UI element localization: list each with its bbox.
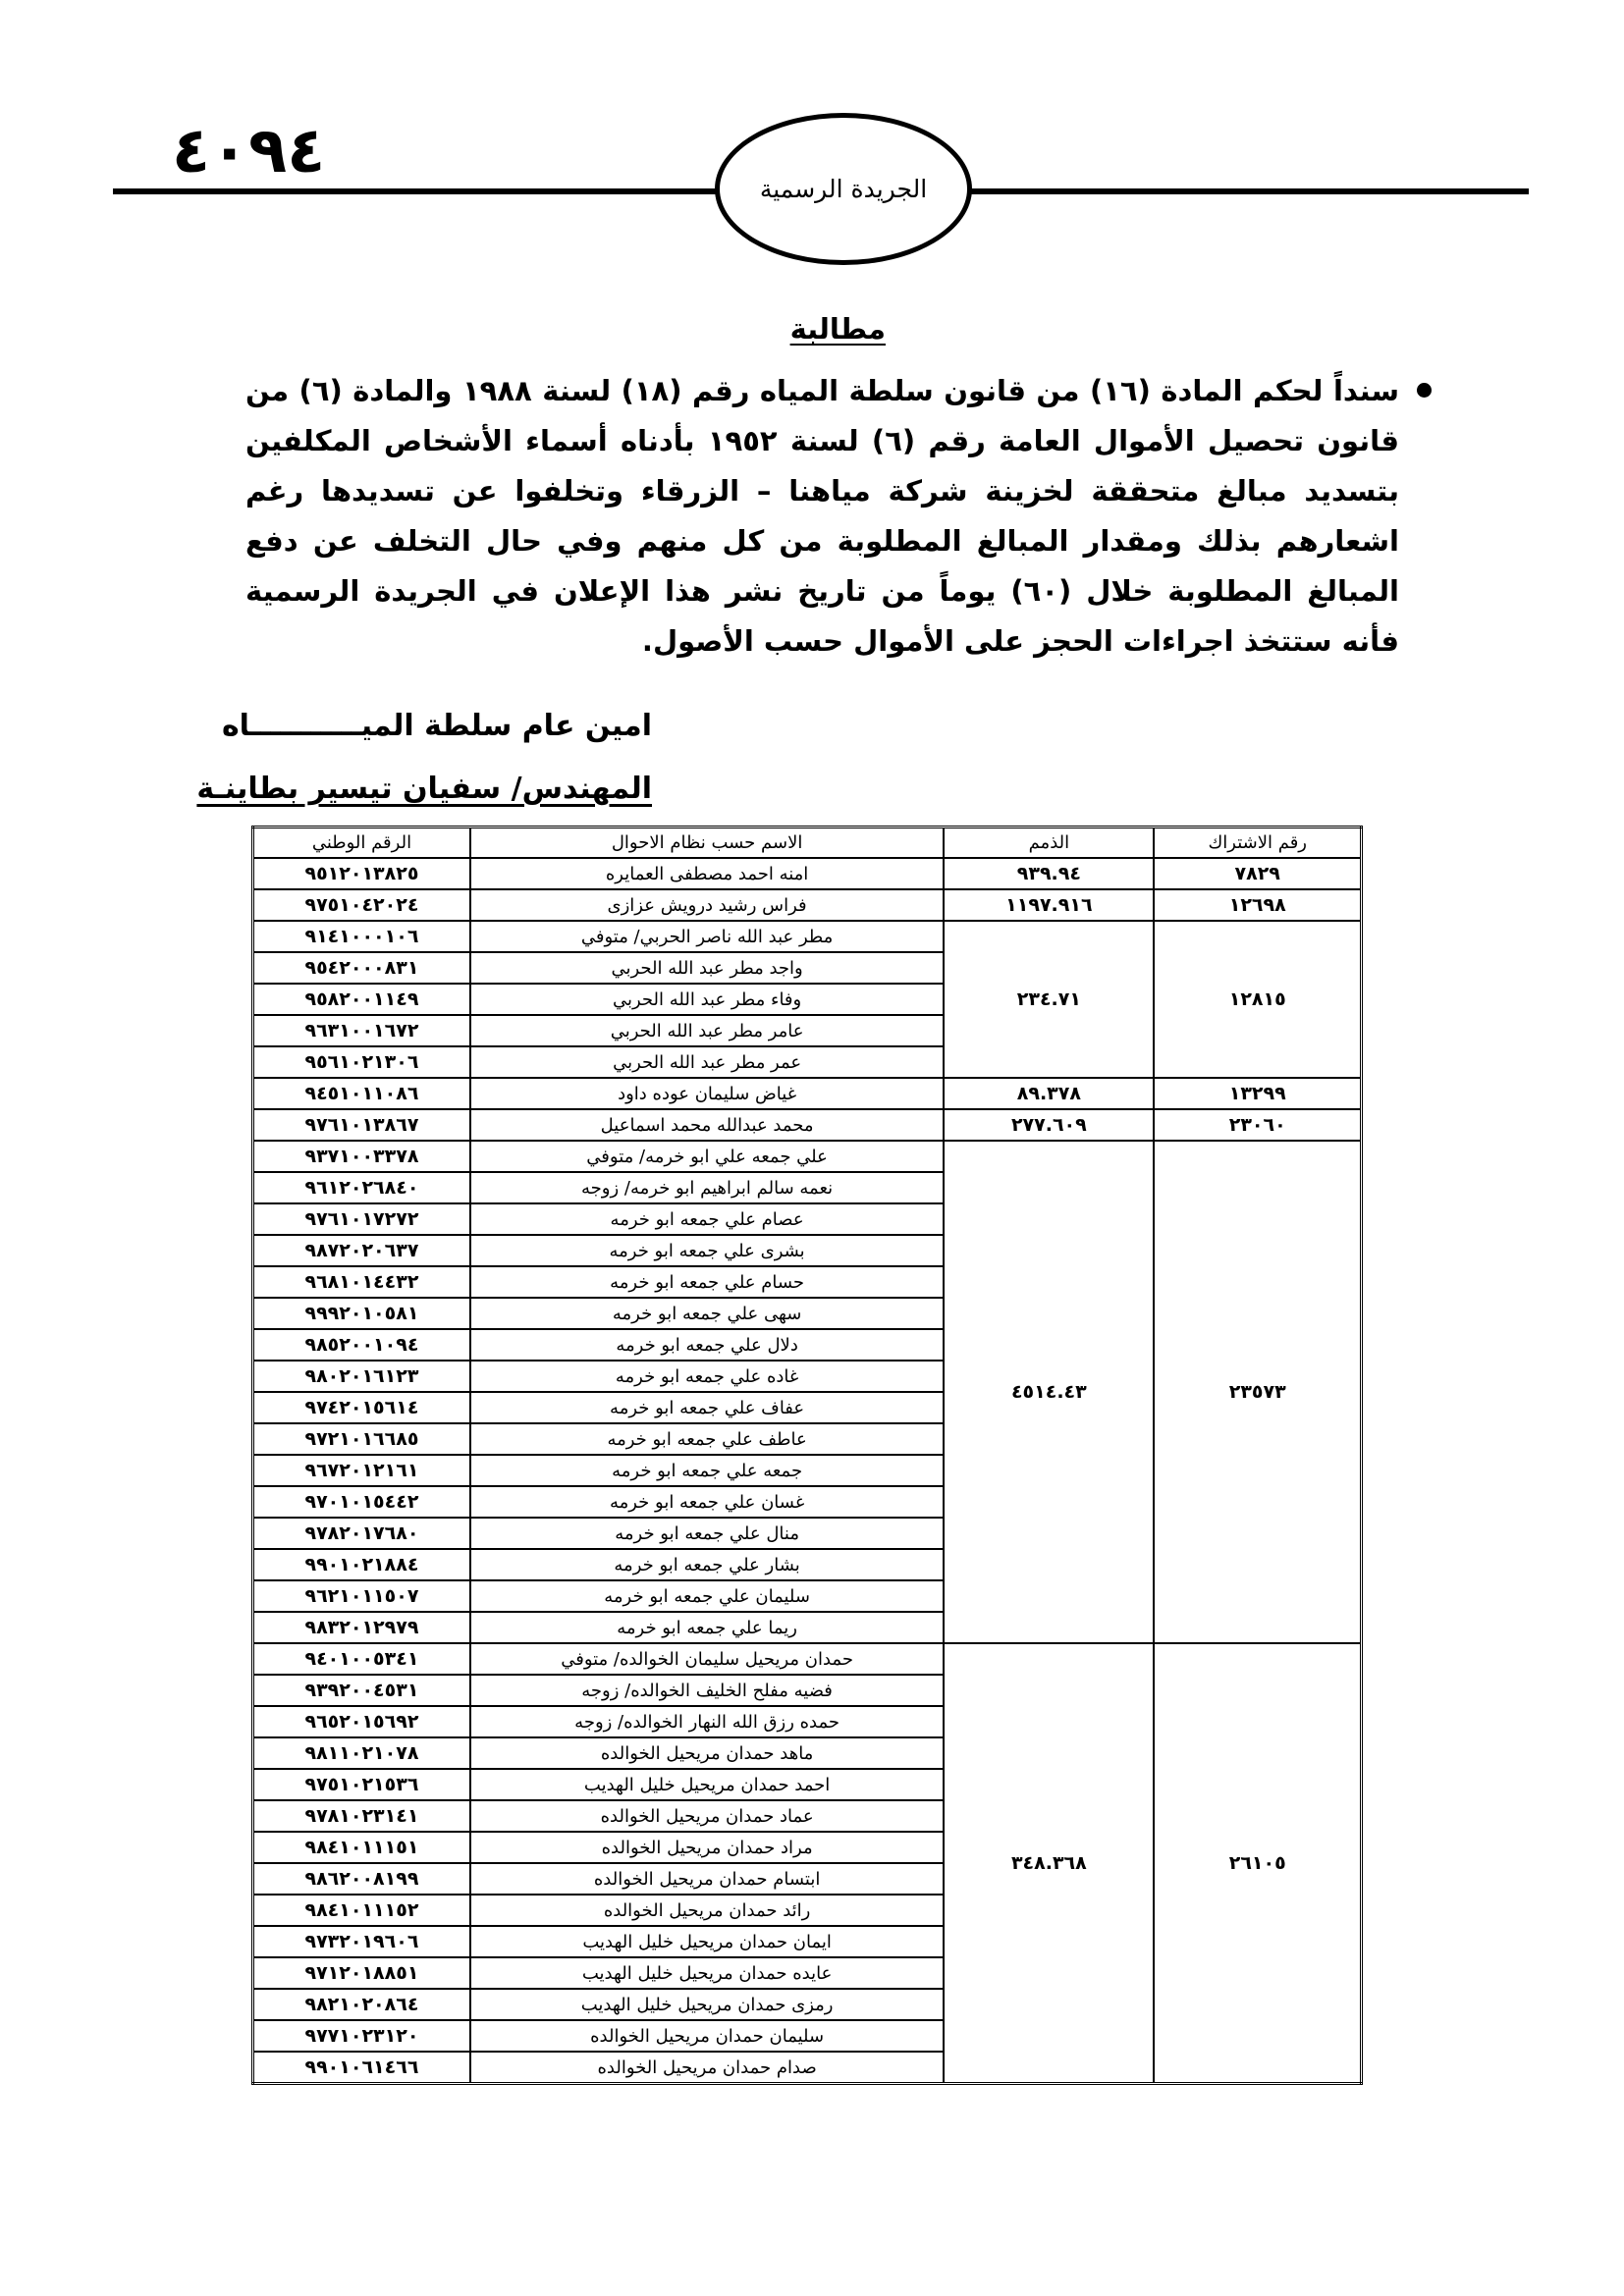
national-id-cell: ٩٣٧١٠٠٣٣٧٨ (253, 1141, 470, 1172)
national-id-cell: ٩٣٩٢٠٠٤٥٣١ (253, 1675, 470, 1706)
name-cell: فراس رشيد درويش عزازى (470, 889, 944, 921)
national-id-cell: ٩٦١٢٠٢٦٨٤٠ (253, 1172, 470, 1203)
table-row (253, 1643, 1362, 1675)
signature-name: المهندس/ سفيان تيسير بطاينـة (196, 772, 652, 806)
national-id-cell: ٩٧١٢٠١٨٨٥١ (253, 1957, 470, 1989)
national-id-cell: ٩٦٥٢٠١٥٦٩٢ (253, 1706, 470, 1737)
national-id-cell: ٩٧٠١٠١٥٤٤٢ (253, 1486, 470, 1518)
table-row (253, 1141, 1362, 1172)
name-cell: نعمه سالم ابراهيم ابو خرمه/ زوجه (470, 1172, 944, 1203)
name-cell: حمدان مريحيل سليمان الخوالده/ متوفي (470, 1643, 944, 1675)
column-header-amount: الذمم (944, 828, 1154, 859)
column-header-subscription: رقم الاشتراك (1154, 828, 1361, 859)
bullet-point-icon (1417, 383, 1432, 398)
name-cell: رمزى حمدان مريحيل خليل الهديب (470, 1989, 944, 2020)
name-cell: محمد عبدالله محمد اسماعيل (470, 1109, 944, 1141)
national-id-cell: ٩٨٦٢٠٠٨١٩٩ (253, 1863, 470, 1895)
national-id-cell: ٩٧٥١٠٢١٥٣٦ (253, 1769, 470, 1800)
name-cell: سليمان حمدان مريحيل الخوالده (470, 2020, 944, 2052)
national-id-cell: ٩٧٤٢٠١٥٦١٤ (253, 1392, 470, 1423)
national-id-cell: ٩٨١١٠٢١٠٧٨ (253, 1737, 470, 1769)
name-cell: ماهد حمدان مريحيل الخوالده (470, 1737, 944, 1769)
name-cell: سهى علي جمعه ابو خرمه (470, 1298, 944, 1329)
amount-cell: ٢٣٤.٧١ (944, 921, 1154, 1078)
national-id-cell: ٩٨٠٢٠١٦١٢٣ (253, 1361, 470, 1392)
name-cell: امنه احمد مصطفى العمايره (470, 858, 944, 889)
name-cell: علي جمعه علي ابو خرمه/ متوفي (470, 1141, 944, 1172)
national-id-cell: ٩٩٠١٠٢١٨٨٤ (253, 1549, 470, 1580)
column-header-name: الاسم حسب نظام الاحوال (470, 828, 944, 859)
national-id-cell: ٩٧٦١٠١٧٢٧٢ (253, 1203, 470, 1235)
name-cell: جمعه علي جمعه ابو خرمه (470, 1455, 944, 1486)
name-cell: دلال علي جمعه ابو خرمه (470, 1329, 944, 1361)
name-cell: ايمان حمدان مريحيل خليل الهديب (470, 1926, 944, 1957)
subscription-cell: ١٢٨١٥ (1154, 921, 1361, 1078)
name-cell: ريما علي جمعه ابو خرمه (470, 1612, 944, 1643)
national-id-cell: ٩٧٣٢٠١٩٦٠٦ (253, 1926, 470, 1957)
name-cell: غاده علي جمعه ابو خرمه (470, 1361, 944, 1392)
signature-title: امين عام سلطة الميـــــــــــاه (221, 709, 652, 743)
name-cell: منال علي جمعه ابو خرمه (470, 1518, 944, 1549)
amount-cell: ٨٩.٣٧٨ (944, 1078, 1154, 1109)
national-id-cell: ٩٧٢١٠١٦٦٨٥ (253, 1423, 470, 1455)
name-cell: واجد مطر عبد الله الحربي (470, 952, 944, 984)
national-id-cell: ٩٨٣٢٠١٢٩٧٩ (253, 1612, 470, 1643)
name-cell: عماد حمدان مريحيل الخوالده (470, 1800, 944, 1832)
subscription-cell: ١٢٦٩٨ (1154, 889, 1361, 921)
name-cell: عفاف علي جمعه ابو خرمه (470, 1392, 944, 1423)
table-row (253, 1078, 1362, 1109)
notice-body: سنداً لحكم المادة (١٦) من قانون سلطة المياه رقم (١٨) لسنة ١٩٨٨ والمادة (٦) من قانون تحصيل الأموال العامة رقم (٦) لسنة ١٩٥٢ بأدناه أسماء الأشخاص المكلفين بتسديد مبالغ متحققة لخزينة شركة مياهنا – الزرقاء وتخلفوا عن تسديدها رغم اشعارهم بذلك ومقدار المبالغ المطلوبة من كل منهم وفي حال التخلف عن دفع المبالغ المطلوبة خلال (٦٠) يوماً من تاريخ نشر هذا الإعلان في الجريدة الرسمية فأنه ستتخذ اجراءات الحجز على الأموال حسب الأصول. (245, 374, 1399, 658)
name-cell: عمر مطر عبد الله الحربي (470, 1046, 944, 1078)
name-cell: ابتسام حمدان مريحيل الخوالده (470, 1863, 944, 1895)
national-id-cell: ٩٥٨٢٠٠١١٤٩ (253, 984, 470, 1015)
national-id-cell: ٩٧٥١٠٤٢٠٢٤ (253, 889, 470, 921)
name-cell: فضيه مفلح الخليف الخوالده/ زوجه (470, 1675, 944, 1706)
national-id-cell: ٩٧٦١٠١٣٨٦٧ (253, 1109, 470, 1141)
subscription-cell: ٢٣٠٦٠ (1154, 1109, 1361, 1141)
name-cell: بشار علي جمعه ابو خرمه (470, 1549, 944, 1580)
national-id-cell: ٩٦٨١٠١٤٤٣٢ (253, 1266, 470, 1298)
name-cell: غسان علي جمعه ابو خرمه (470, 1486, 944, 1518)
name-cell: وفاء مطر عبد الله الحربي (470, 984, 944, 1015)
header-rule-right (967, 188, 1529, 194)
header-rule-left (113, 188, 722, 194)
page-number: ٤٠٩٤ (172, 115, 326, 187)
national-id-cell: ٩٦٧٢٠١٢١٦١ (253, 1455, 470, 1486)
amount-cell: ٩٣٩.٩٤ (944, 858, 1154, 889)
name-cell: عامر مطر عبد الله الحربي (470, 1015, 944, 1046)
national-id-cell: ٩٦٣١٠٠١٦٧٢ (253, 1015, 470, 1046)
national-id-cell: ٩٨٥٢٠٠١٠٩٤ (253, 1329, 470, 1361)
amount-cell: ٤٥١٤.٤٣ (944, 1141, 1154, 1643)
name-cell: رائد حمدان مريحيل الخوالده (470, 1895, 944, 1926)
name-cell: احمد حمدان مريحيل خليل الهديب (470, 1769, 944, 1800)
name-cell: حسام علي جمعه ابو خرمه (470, 1266, 944, 1298)
national-id-cell: ٩٨٧٢٠٢٠٦٣٧ (253, 1235, 470, 1266)
section-heading: مطالبة (789, 312, 886, 346)
subscription-cell: ٢٣٥٧٣ (1154, 1141, 1361, 1643)
national-id-cell: ٩٥١٢٠١٣٨٢٥ (253, 858, 470, 889)
name-cell: غياض سليمان عوده داود (470, 1078, 944, 1109)
subscription-cell: ١٣٢٩٩ (1154, 1078, 1361, 1109)
table-body (253, 858, 1362, 2084)
national-id-cell: ٩٨٤١٠١١١٥٢ (253, 1895, 470, 1926)
column-header-national-id: الرقم الوطني (253, 828, 470, 859)
national-id-cell: ٩٧٨١٠٢٣١٤١ (253, 1800, 470, 1832)
table-row (253, 921, 1362, 952)
national-id-cell: ٩٧٨٢٠١٧٦٨٠ (253, 1518, 470, 1549)
table-header-row (253, 828, 1362, 859)
amount-cell: ١١٩٧.٩١٦ (944, 889, 1154, 921)
national-id-cell: ٩٨٢١٠٢٠٨٦٤ (253, 1989, 470, 2020)
national-id-cell: ٩٨٤١٠١١١٥١ (253, 1832, 470, 1863)
national-id-cell: ٩٩٠١٠٦١٤٦٦ (253, 2052, 470, 2084)
amount-cell: ٢٧٧.٦٠٩ (944, 1109, 1154, 1141)
name-cell: حمده رزق الله النهار الخوالده/ زوجه (470, 1706, 944, 1737)
table-row (253, 1109, 1362, 1141)
national-id-cell: ٩١٤١٠٠٠١٠٦ (253, 921, 470, 952)
name-cell: عاطف علي جمعه ابو خرمه (470, 1423, 944, 1455)
national-id-cell: ٩٩٩٢٠١٠٥٨١ (253, 1298, 470, 1329)
table-row (253, 889, 1362, 921)
national-id-cell: ٩٤٠١٠٠٥٣٤١ (253, 1643, 470, 1675)
publication-title: الجريدة الرسمية (759, 175, 928, 203)
table-row (253, 858, 1362, 889)
amount-cell: ٣٤٨.٣٦٨ (944, 1643, 1154, 2084)
name-cell: مطر عبد الله ناصر الحربي/ متوفي (470, 921, 944, 952)
national-id-cell: ٩٥٤٢٠٠٠٨٣١ (253, 952, 470, 984)
national-id-cell: ٩٤٥١٠١١٠٨٦ (253, 1078, 470, 1109)
header-emblem (715, 113, 972, 265)
claims-table (251, 826, 1363, 2085)
name-cell: عصام علي جمعه ابو خرمه (470, 1203, 944, 1235)
national-id-cell: ٩٧٧١٠٢٣١٢٠ (253, 2020, 470, 2052)
name-cell: مراد حمدان مريحيل الخوالده (470, 1832, 944, 1863)
national-id-cell: ٩٥٦١٠٢١٣٠٦ (253, 1046, 470, 1078)
national-id-cell: ٩٦٢١٠١١٥٠٧ (253, 1580, 470, 1612)
name-cell: بشرى علي جمعه ابو خرمه (470, 1235, 944, 1266)
name-cell: صدام حمدان مريحيل الخوالده (470, 2052, 944, 2084)
subscription-cell: ٢٦١٠٥ (1154, 1643, 1361, 2084)
name-cell: عايده حمدان مريحيل خليل الهديب (470, 1957, 944, 1989)
name-cell: سليمان علي جمعه ابو خرمه (470, 1580, 944, 1612)
subscription-cell: ٧٨٢٩ (1154, 858, 1361, 889)
